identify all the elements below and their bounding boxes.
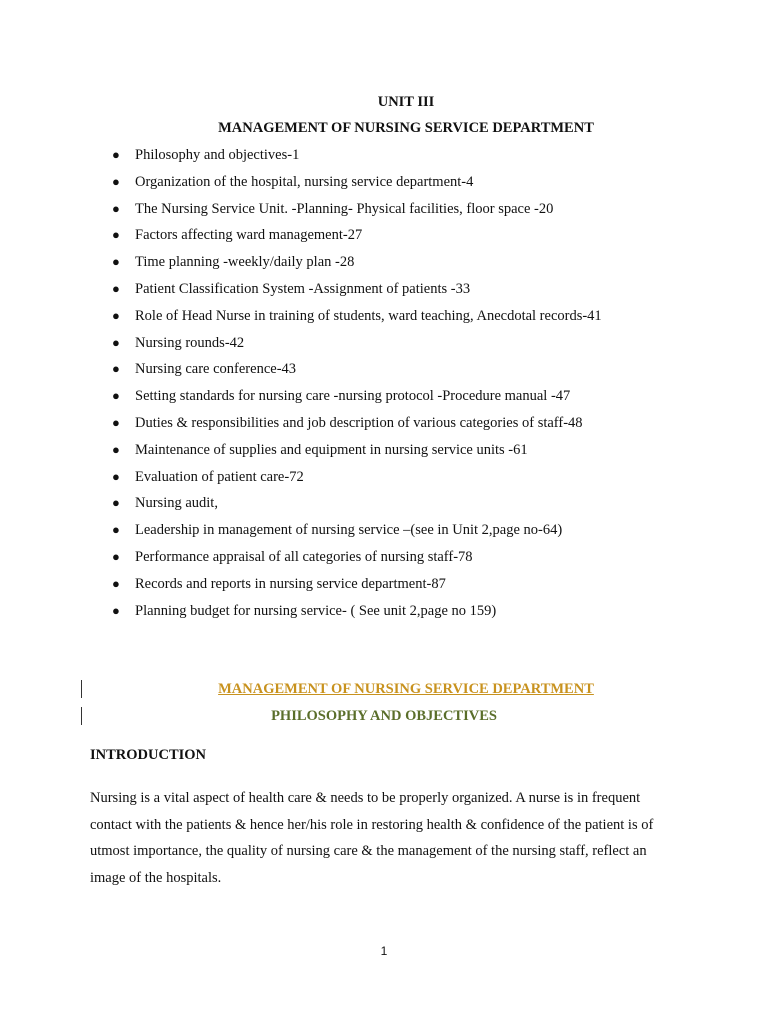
list-item: ● Factors affecting ward management-27 — [100, 224, 720, 251]
list-item: ● Evaluation of patient care-72 — [100, 466, 720, 493]
list-item: ● Nursing audit, — [100, 492, 720, 519]
list-item: ● Nursing rounds-42 — [100, 332, 720, 359]
bullet-icon: ● — [112, 361, 120, 377]
document-title: MANAGEMENT OF NURSING SERVICE DEPARTMENT — [218, 120, 594, 136]
paragraph-line: utmost importance, the quality of nursing care & the management of the nursing staff, reflect an — [90, 843, 647, 860]
bullet-icon: ● — [112, 227, 120, 243]
paragraph-line: contact with the patients & hence her/his role in restoring health & confidence of the patient is of — [90, 816, 654, 833]
list-item: ● The Nursing Service Unit. -Planning- Physical facilities, floor space -20 — [100, 198, 720, 225]
list-item: ● Duties & responsibilities and job description of various categories of staff-48 — [100, 412, 720, 439]
section-subtitle: PHILOSOPHY AND OBJECTIVES — [271, 708, 497, 724]
list-item: ● Time planning -weekly/daily plan -28 — [100, 251, 720, 278]
bullet-icon: ● — [112, 575, 120, 591]
contents-list — [100, 144, 720, 626]
section-title: MANAGEMENT OF NURSING SERVICE DEPARTMENT — [218, 681, 594, 697]
bullet-icon: ● — [112, 173, 120, 189]
bullet-icon: ● — [112, 334, 120, 350]
bullet-icon: ● — [112, 522, 120, 538]
bullet-icon: ● — [112, 468, 120, 484]
list-item: ● Records and reports in nursing service department-87 — [100, 573, 720, 600]
paragraph-line: image of the hospitals. — [90, 869, 222, 886]
page-number: 1 — [380, 944, 388, 958]
list-item: ● Patient Classification System -Assignment of patients -33 — [100, 278, 720, 305]
bullet-icon: ● — [112, 495, 120, 511]
list-item: ● Organization of the hospital, nursing service department-4 — [100, 171, 720, 198]
bullet-icon: ● — [112, 414, 120, 430]
bullet-icon: ● — [112, 441, 120, 457]
introduction-heading: INTRODUCTION — [90, 747, 207, 763]
list-item: ● Philosophy and objectives-1 — [100, 144, 720, 171]
unit-heading: UNIT III — [377, 94, 435, 110]
list-item: ● Performance appraisal of all categories of nursing staff-78 — [100, 546, 720, 573]
list-item: ● Role of Head Nurse in training of students, ward teaching, Anecdotal records-41 — [100, 305, 720, 332]
list-item: ● Maintenance of supplies and equipment in nursing service units -61 — [100, 439, 720, 466]
bullet-icon: ● — [112, 254, 120, 270]
list-item: ● Setting standards for nursing care -nursing protocol -Procedure manual -47 — [100, 385, 720, 412]
list-item: ● Leadership in management of nursing service –(see in Unit 2,page no-64) — [100, 519, 720, 546]
bullet-icon: ● — [112, 200, 120, 216]
bullet-icon: ● — [112, 307, 120, 323]
bullet-icon: ● — [112, 388, 120, 404]
list-item: ● Planning budget for nursing service- ( See unit 2,page no 159) — [100, 600, 720, 627]
bullet-icon: ● — [112, 280, 120, 296]
introduction-paragraph — [90, 785, 690, 891]
paragraph-line: Nursing is a vital aspect of health care & needs to be properly organized. A nurse is in frequent — [90, 790, 641, 806]
bullet-icon: ● — [112, 147, 120, 162]
bullet-icon: ● — [112, 602, 120, 618]
list-item: ● Nursing care conference-43 — [100, 358, 720, 385]
bullet-icon: ● — [112, 548, 120, 564]
